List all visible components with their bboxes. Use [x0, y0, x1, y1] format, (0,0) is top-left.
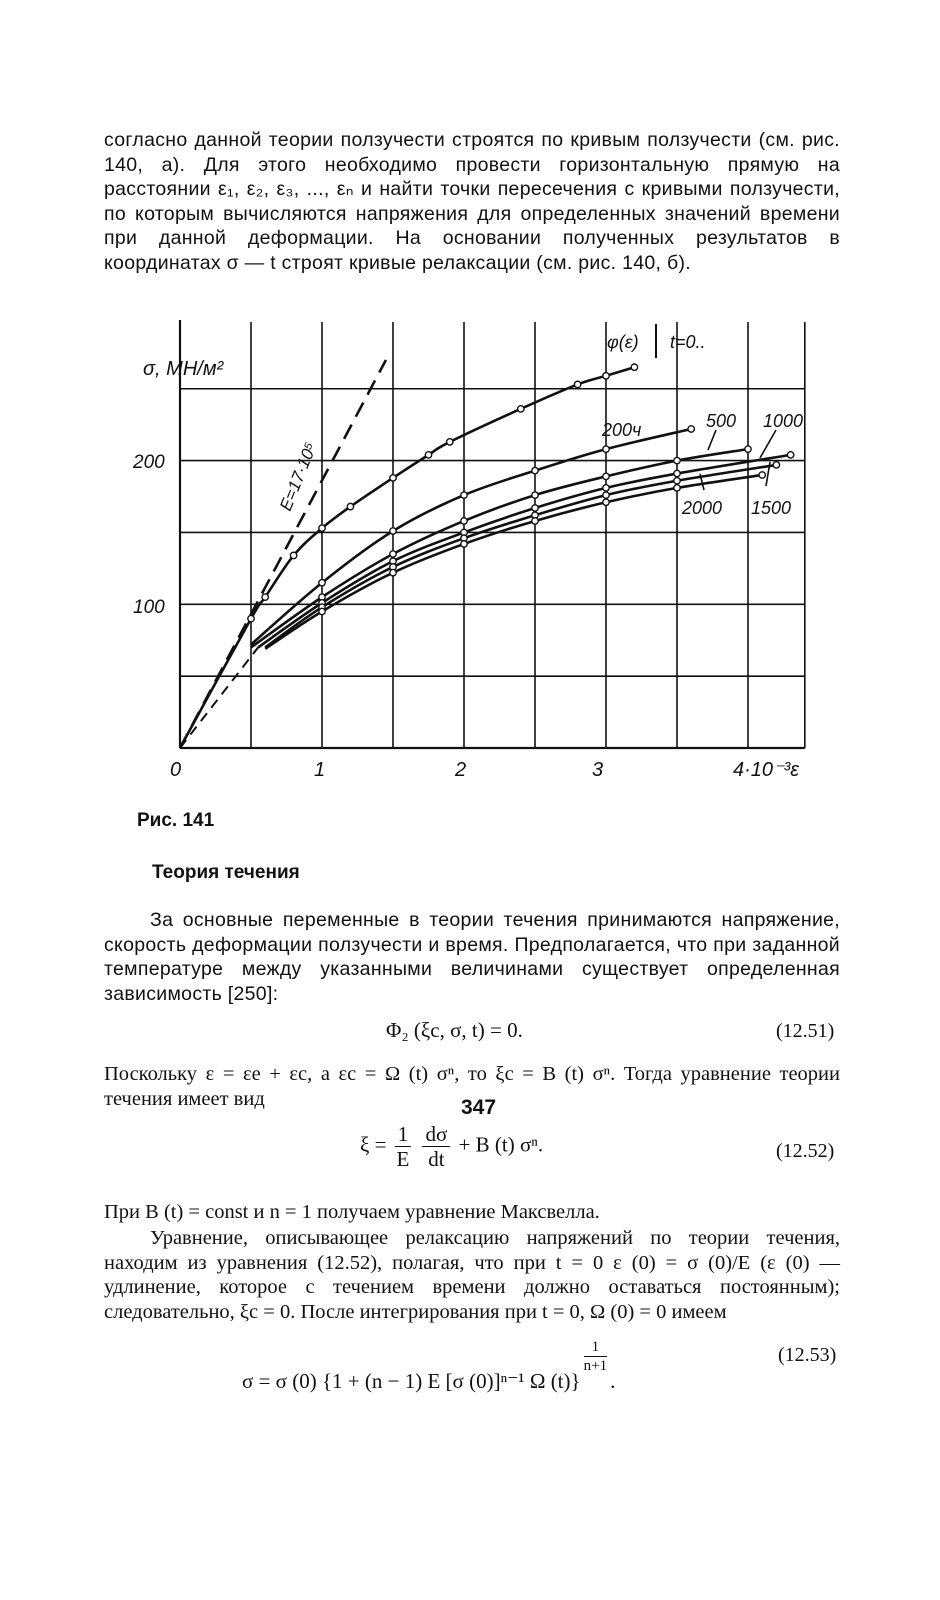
equation-12-53: [242, 1338, 615, 1394]
point-1-2: [290, 552, 296, 558]
curve-3: [251, 449, 748, 647]
point-3-5: [674, 457, 680, 463]
x-tick-0: 0: [170, 759, 182, 781]
chart-markers: [248, 364, 794, 622]
leader-500: [708, 430, 716, 450]
point-1-7: [447, 439, 453, 445]
point-3-4: [603, 473, 609, 479]
x-tick-1: 1: [314, 759, 326, 781]
eq-12-53-body: σ = σ (0) {1 + (n − 1) E [σ (0)]ⁿ⁻¹ Ω (t)}: [242, 1369, 581, 1393]
point-5-5: [674, 478, 680, 484]
line-label-E: E=17·10⁵: [276, 439, 321, 514]
curve-1: [180, 367, 634, 748]
eq-12-53-tail: .: [610, 1369, 616, 1393]
intro-paragraph: согласно данной теории ползучести строятся по кривым ползучести (см. рис. 140, а). Для этого необходимо провести горизонтальную прямую на расстоянии ε₁, ε₂, ε₃, ..., εₙ и найти точки пересечения с кривыми ползучести, по которым вычисляются напряжения для определенных значений времени при данной деформации. На основании полученных результатов в координатах σ — t строят кривые релаксации (см. рис. 140, б).: [104, 129, 840, 274]
curve-label-500: 500: [706, 411, 737, 431]
point-2-4: [603, 446, 609, 452]
y-axis-label: σ, МН/м²: [143, 358, 224, 380]
point-2-5: [688, 426, 694, 432]
point-3-2: [461, 518, 467, 524]
point-5-4: [603, 492, 609, 498]
curve-label-1000: 1000: [763, 411, 804, 431]
point-6-0: [319, 608, 325, 614]
point-6-5: [674, 485, 680, 491]
point-6-3: [532, 518, 538, 524]
x-tick-2: 2: [455, 759, 467, 781]
y-tick-100: 100: [133, 597, 165, 618]
equation-12-51: Φ₂ (ξc, σ, t) = 0.: [386, 1018, 523, 1042]
eq-12-52-rhs: + B (t) σⁿ.: [458, 1132, 544, 1157]
section-heading: Теория течения: [152, 862, 300, 883]
curve-label-2000: 2000: [682, 498, 723, 518]
curve-label-1500: 1500: [751, 498, 792, 518]
point-1-5: [390, 475, 396, 481]
point-5-6: [773, 462, 779, 468]
curve-label-t0: t=0..: [670, 332, 706, 352]
point-4-3: [532, 505, 538, 511]
point-4-4: [603, 485, 609, 491]
point-2-1: [390, 528, 396, 534]
point-1-10: [603, 373, 609, 379]
x-axis-label: 4·10⁻³ε: [733, 759, 800, 781]
curve-label-200h: 200ч: [602, 420, 642, 440]
point-2-3: [532, 467, 538, 473]
point-1-8: [518, 406, 524, 412]
point-4-6: [787, 452, 793, 458]
point-1-0: [248, 615, 254, 621]
eq-12-52-lhs: ξ =: [360, 1132, 387, 1157]
equation-number-12-53: (12.53): [778, 1344, 837, 1366]
point-3-1: [390, 551, 396, 557]
curve-5: [265, 465, 776, 647]
paragraph-maxwell: При B (t) = const и n = 1 получаем уравнение Максвелла.: [104, 1201, 600, 1223]
x-tick-3: 3: [592, 759, 604, 781]
point-3-3: [532, 492, 538, 498]
equation-12-52: [360, 1122, 543, 1171]
point-6-4: [603, 499, 609, 505]
figure-caption: Рис. 141: [137, 810, 215, 831]
point-1-11: [631, 364, 637, 370]
point-2-0: [319, 580, 325, 586]
point-2-2: [461, 492, 467, 498]
curve-label-phi: φ(ε): [607, 332, 639, 352]
eq-12-53-exponent: $\frac{1}{n+1}$: [583, 1339, 608, 1374]
point-1-1: [262, 594, 268, 600]
point-4-5: [674, 470, 680, 476]
point-6-6: [759, 472, 765, 478]
point-3-6: [745, 446, 751, 452]
chart-curves: [180, 360, 791, 748]
point-1-3: [319, 525, 325, 531]
y-tick-200: 200: [133, 452, 165, 473]
point-1-6: [425, 452, 431, 458]
point-1-4: [347, 503, 353, 509]
point-6-1: [390, 569, 396, 575]
point-6-2: [461, 541, 467, 547]
paragraph-flow: За основные переменные в теории течения принимаются напряжение, скорость деформации ползучести и время. Предполагается, что при заданной температуре между указанными величинами существует определенная зависимость [250]:: [104, 909, 840, 1005]
point-1-9: [574, 381, 580, 387]
paragraph-since: Поскольку ε = εе + εc, а εc = Ω (t) σⁿ, то ξc = B (t) σⁿ. Тогда уравнение теории течения имеет вид: [104, 1063, 840, 1110]
equation-number-12-52: (12.52): [776, 1140, 835, 1162]
leader-1000: [760, 430, 776, 458]
paragraph-relaxation: Уравнение, описывающее релаксацию напряжений по теории течения, находим из уравнения (12.52), полагая, что при t = 0 ε (0) = σ (0)/E (ε (0) — удлинение, которое с течением времени должно оставаться постоянным); следовательно, ξc = 0. После интегрирования при t = 0, Ω (0) = 0 имеем: [104, 1227, 840, 1323]
equation-number-12-51: (12.51): [776, 1020, 835, 1042]
initial-dash: [180, 647, 258, 748]
page-number: 347: [461, 1096, 497, 1119]
eq-12-52-frac-1: $\frac{1}{E}$: [396, 1122, 410, 1171]
eq-12-52-frac-2: $\frac{d\sigma}{dt}$: [422, 1122, 450, 1171]
